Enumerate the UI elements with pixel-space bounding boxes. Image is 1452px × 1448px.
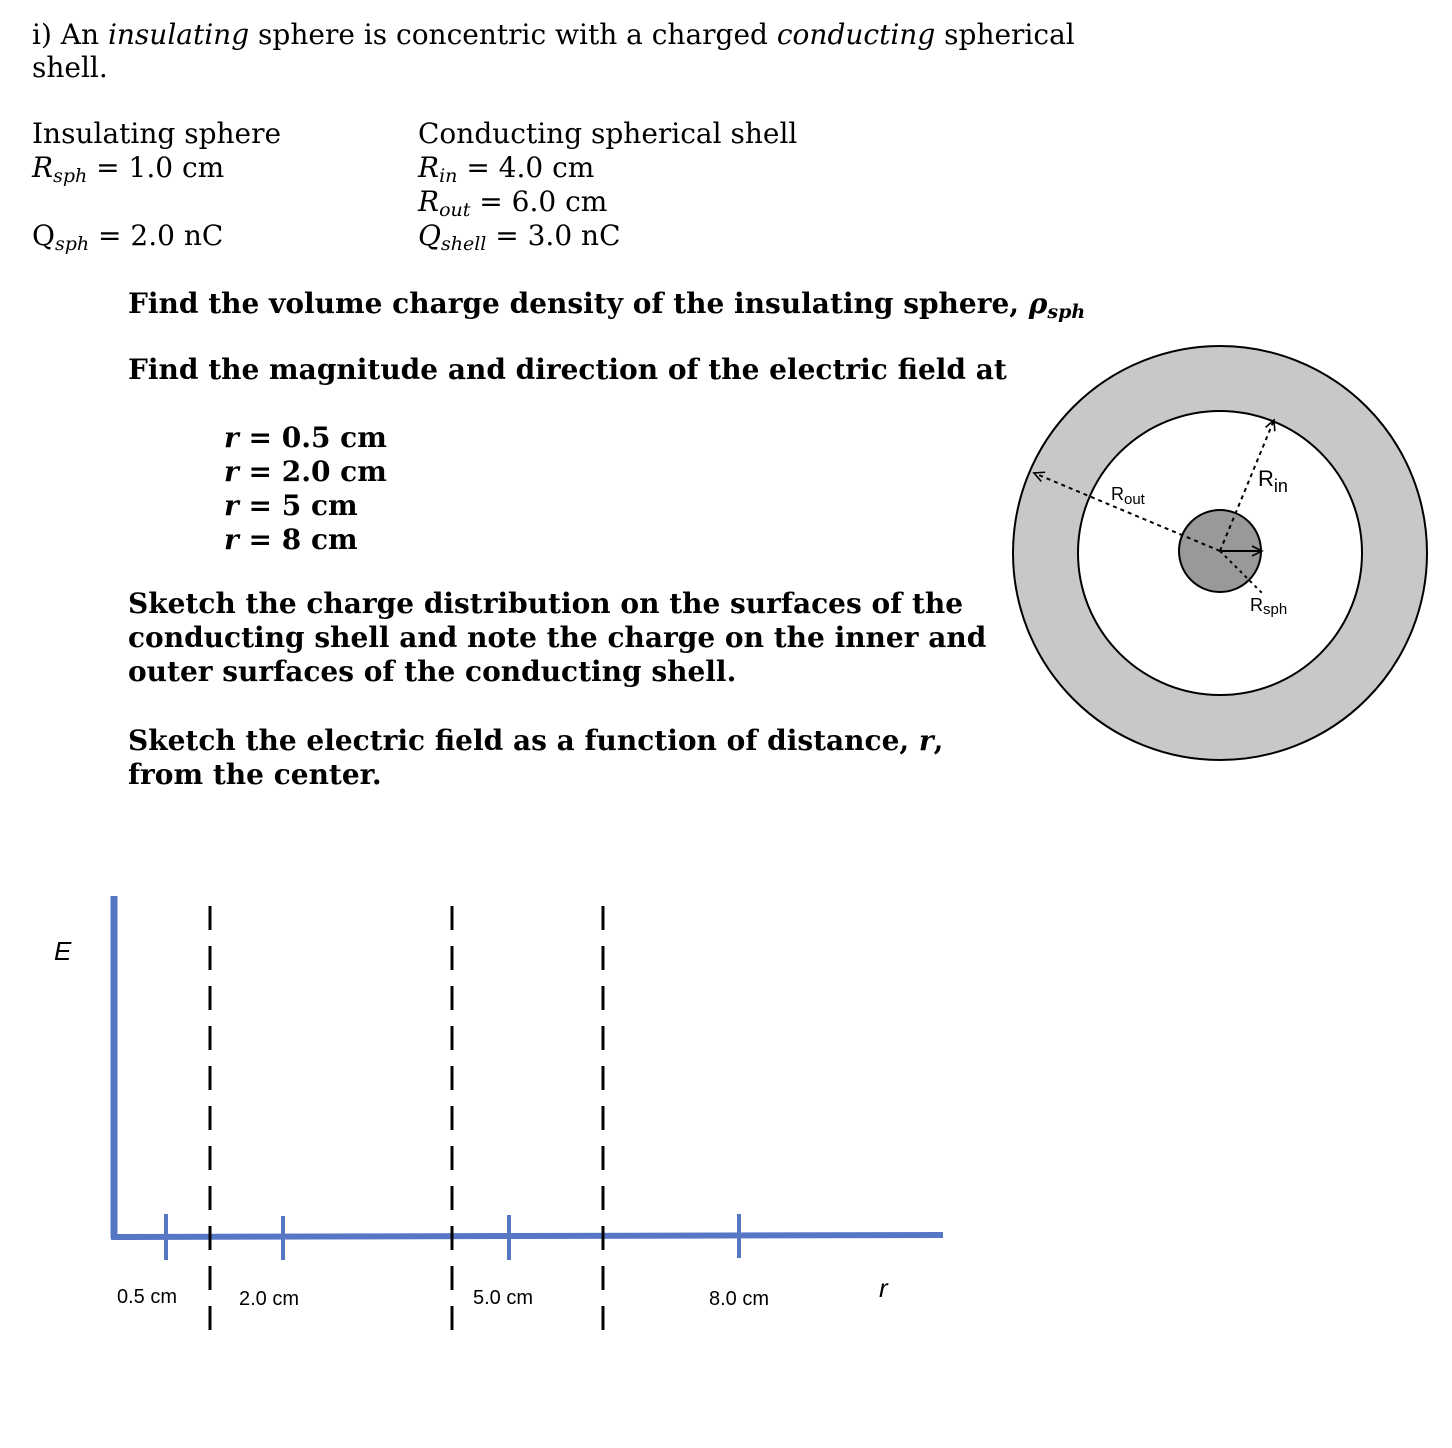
q-subscript: sph	[54, 233, 90, 255]
radius-symbol: r	[224, 455, 239, 488]
concentric-diagram	[1000, 336, 1440, 776]
rsph-label: Rsph	[1250, 595, 1288, 618]
q4-text: Sketch the electric field as a function of distance,	[128, 724, 919, 757]
tick-label: 0.5 cm	[117, 1286, 178, 1308]
tick-label: 5.0 cm	[473, 1287, 534, 1309]
q3-line: outer surfaces of the conducting shell.	[128, 655, 737, 688]
radius-value: = 5 cm	[238, 489, 358, 522]
q4-line: from the center.	[128, 758, 382, 791]
q4-line	[128, 724, 943, 758]
rout-label: $R_{out}$	[1111, 484, 1145, 508]
question-field-sketch	[128, 724, 943, 792]
rin-subscript: in	[439, 165, 458, 187]
intro-conducting: conducting	[776, 18, 936, 51]
field-graph	[0, 880, 1000, 1400]
qshell-value: = 3.0 nC	[486, 219, 621, 252]
r-symbol: R	[32, 151, 54, 184]
intro-line2: shell.	[32, 51, 108, 84]
radius-symbol: r	[224, 523, 239, 556]
radius-symbol: r	[224, 489, 239, 522]
q-symbol: Q	[32, 219, 55, 252]
sphere-charge	[32, 219, 223, 253]
shell-heading: Conducting spherical shell	[418, 117, 798, 150]
r-symbol: r	[918, 724, 934, 757]
tick-label: 2.0 cm	[239, 1288, 300, 1310]
rho-symbol: ρ	[1028, 287, 1048, 320]
qshell-subscript: shell	[440, 233, 487, 255]
shell-charge	[418, 219, 621, 253]
radius-item	[224, 523, 387, 557]
shell-rin	[418, 151, 594, 185]
rho-subscript: sph	[1047, 301, 1086, 323]
q3-line: conducting shell and note the charge on the inner and	[128, 621, 987, 654]
intro-text: i) An	[32, 18, 108, 51]
rin-label: $R_{in}$	[1258, 466, 1288, 496]
q-value: = 2.0 nC	[89, 219, 224, 252]
sphere-heading: Insulating sphere	[32, 117, 282, 150]
rin-symbol: R	[418, 151, 440, 184]
sphere-radius	[32, 151, 224, 185]
radii-list	[224, 421, 387, 557]
rin-value: = 4.0 cm	[457, 151, 595, 184]
x-axis-label: r	[879, 1273, 888, 1303]
intro-insulating: insulating	[107, 18, 250, 51]
tick-label: 8.0 cm	[709, 1288, 770, 1310]
radius-item	[224, 421, 387, 455]
y-axis-label: E	[54, 936, 72, 966]
q3-line: Sketch the charge distribution on the surfaces of the	[128, 587, 964, 620]
qshell-symbol: Q	[418, 219, 441, 252]
r-subscript: sph	[53, 165, 88, 187]
radius-symbol: r	[224, 421, 239, 454]
intro-text-suffix: spherical	[935, 18, 1075, 51]
radius-value: = 0.5 cm	[238, 421, 387, 454]
question-charge-distribution	[128, 587, 986, 689]
intro-text-mid: sphere is concentric with a charged	[249, 18, 777, 51]
radius-value: = 2.0 cm	[238, 455, 387, 488]
radius-value: = 8 cm	[238, 523, 358, 556]
x-axis	[111, 1235, 943, 1237]
r-value: = 1.0 cm	[87, 151, 225, 184]
rout-symbol: R	[418, 185, 440, 218]
shell-rout	[418, 185, 607, 219]
radius-item	[224, 489, 387, 523]
problem-intro	[32, 18, 1075, 52]
rout-value: = 6.0 cm	[470, 185, 608, 218]
rout-subscript: out	[439, 199, 471, 221]
question-electric-field: Find the magnitude and direction of the electric field at	[128, 353, 1007, 386]
radius-item	[224, 455, 387, 489]
question-charge-density	[128, 287, 1085, 321]
q1-text: Find the volume charge density of the insulating sphere,	[128, 287, 1029, 320]
q4-comma: ,	[933, 724, 944, 757]
